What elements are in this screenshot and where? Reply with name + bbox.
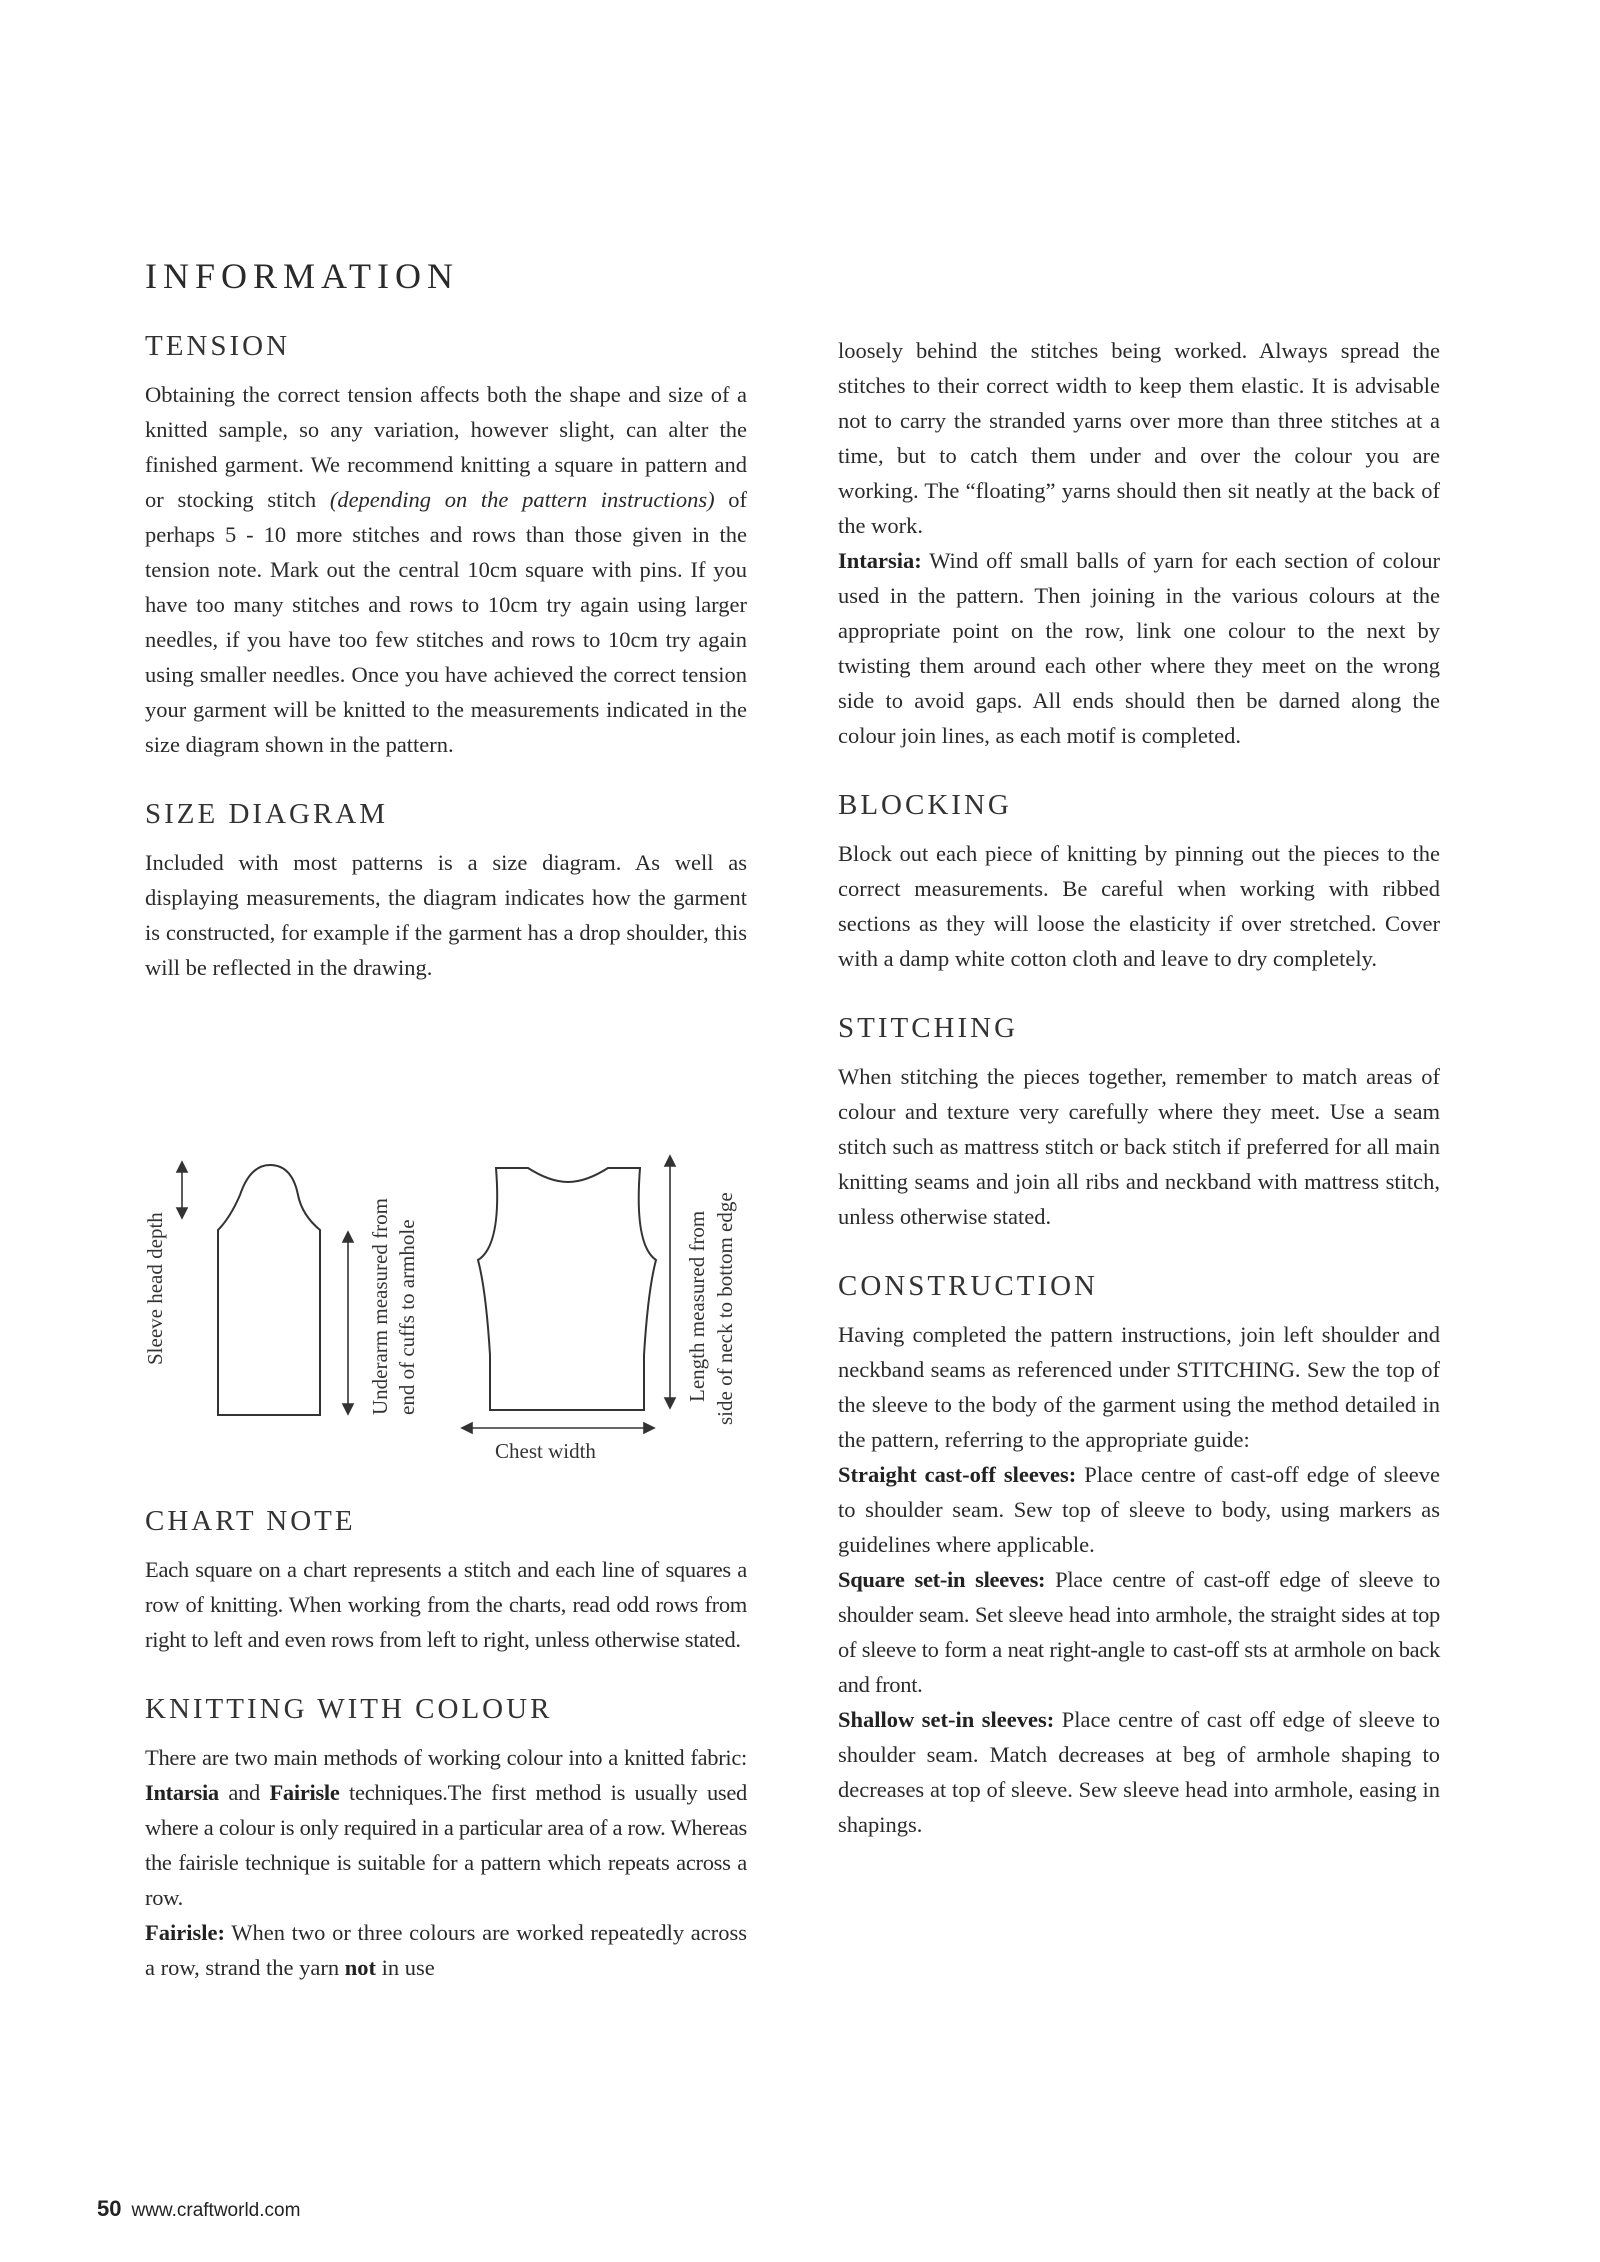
blocking-paragraph: Block out each piece of knitting by pinning out the pieces to the correct measurements. Be careful when working with ribbed sections as they will loose the elasticity if over stretched. Cover with a damp white cotton cloth and leave to dry completely. — [838, 841, 1440, 971]
left-column-lower — [145, 1505, 747, 1985]
length-label-line2: side of neck to bottom edge — [713, 1192, 737, 1425]
tension-heading: TENSION — [145, 330, 291, 362]
shallow-sleeves-paragraph: Shallow set-in sleeves: Place centre of cast off edge of sleeve to shoulder seam. Match decreases at beg of armhole shaping to decreases at top of sleeve. Sew sleeve head into armhole, easing in shapings. — [838, 1707, 1440, 1837]
knitting-colour-paragraph: There are two main methods of working colour into a knitted fabric: Intarsia and Fairisle techniques.The first method is usually used where a colour is only required in a particular area of a row. Whereas the fairisle technique is suitable for a pattern which repeats across a row. — [145, 1745, 747, 1910]
body-outline — [478, 1168, 656, 1410]
right-column — [838, 333, 1440, 1842]
fairisle-continued-paragraph: loosely behind the stitches being worked. Always spread the stitches to their correct width to keep them elastic. It is advisable not to carry the stranded yarns over more than three stitches at a time, but to catch them under and over the colour you are working. The “floating” yarns should then sit neatly at the back of the work. — [838, 338, 1440, 538]
sleeve-head-depth-label: Sleeve head depth — [143, 1212, 167, 1365]
underarm-label-line2: end of cuffs to armhole — [395, 1219, 419, 1415]
size-diagram-heading: SIZE DIAGRAM — [145, 798, 389, 830]
blocking-heading: BLOCKING — [838, 789, 1012, 821]
construction-intro: Having completed the pattern instructions, join left shoulder and neckband seams as referenced under STITCHING. Sew the top of the sleeve to the body of the garment using the method detailed in the pattern, referring to the appropriate guide: — [838, 1322, 1440, 1452]
straight-sleeves-paragraph: Straight cast-off sleeves: Place centre of cast-off edge of sleeve to shoulder seam. Sew top of sleeve to body, using markers as guidelines where applicable. — [838, 1462, 1441, 1557]
page-number: 50 — [97, 2196, 122, 2221]
length-label-line1: Length measured from — [685, 1210, 709, 1402]
construction-heading: CONSTRUCTION — [838, 1270, 1098, 1302]
chart-note-paragraph: Each square on a chart represents a stitch and each line of squares a row of knitting. When working from the charts, read odd rows from right to left and even rows from left to right, unless otherwise stated. — [145, 1557, 747, 1652]
footer — [97, 2196, 300, 2222]
underarm-label-line1: Underarm measured from — [368, 1198, 392, 1415]
size-diagram-paragraph: Included with most patterns is a size diagram. As well as displaying measurements, the diagram indicates how the garment is constructed, for example if the garment has a drop shoulder, this will be reflected in the drawing. — [145, 850, 747, 980]
stitching-heading: STITCHING — [838, 1012, 1019, 1044]
fairisle-paragraph: Fairisle: When two or three colours are worked repeatedly across a row, strand the yarn not in use — [145, 1920, 747, 1980]
chart-note-heading: CHART NOTE — [145, 1505, 356, 1537]
left-column — [145, 330, 747, 985]
footer-url[interactable]: www.craftworld.com — [131, 2200, 301, 2221]
stitching-paragraph: When stitching the pieces together, remember to match areas of colour and texture very carefully where they meet. Use a seam stitch such as mattress stitch or back stitch if preferred for all main knitting seams and join all ribs and neckband with mattress stitch, unless otherwise stated. — [838, 1064, 1440, 1229]
knitting-colour-heading: KNITTING WITH COLOUR — [145, 1693, 553, 1725]
intarsia-paragraph: Intarsia: Wind off small balls of yarn for each section of colour used in the pattern. Then joining in the various colours at the appropriate point on the row, link one colour to the next by twisting them around each other where they meet on the wrong side to avoid gaps. All ends should then be darned along the colour join lines, as each motif is completed. — [838, 548, 1440, 748]
tension-italic-note: (depending on the pattern instructions) — [329, 487, 715, 512]
tension-paragraph: Obtaining the correct tension affects both the shape and size of a knitted sample, so any variation, however slight, can alter the finished garment. We recommend knitting a square in pattern and or stocking stitch (depending on the pattern instructions) of perhaps 5 - 10 more stitches and rows than those given in the tension note. Mark out the central 10cm square with pins. If you have too many stitches and rows to 10cm try again using larger needles, if you have too few stitches and rows to 10cm try again using smaller needles. Once you have achieved the correct tension your garment will be knitted to the measurements indicated in the size diagram shown in the pattern. — [145, 382, 748, 757]
chest-width-label: Chest width — [495, 1439, 596, 1463]
page-title: INFORMATION — [145, 256, 460, 296]
sleeve-outline — [218, 1165, 320, 1415]
size-diagram-illustration — [140, 1140, 780, 1470]
square-sleeves-paragraph: Square set-in sleeves: Place centre of cast-off edge of sleeve to shoulder seam. Set sleeve head into armhole, the straight sides at top of sleeve to form a neat right-angle to cast-off sts at armhole on back and front. — [838, 1567, 1441, 1697]
